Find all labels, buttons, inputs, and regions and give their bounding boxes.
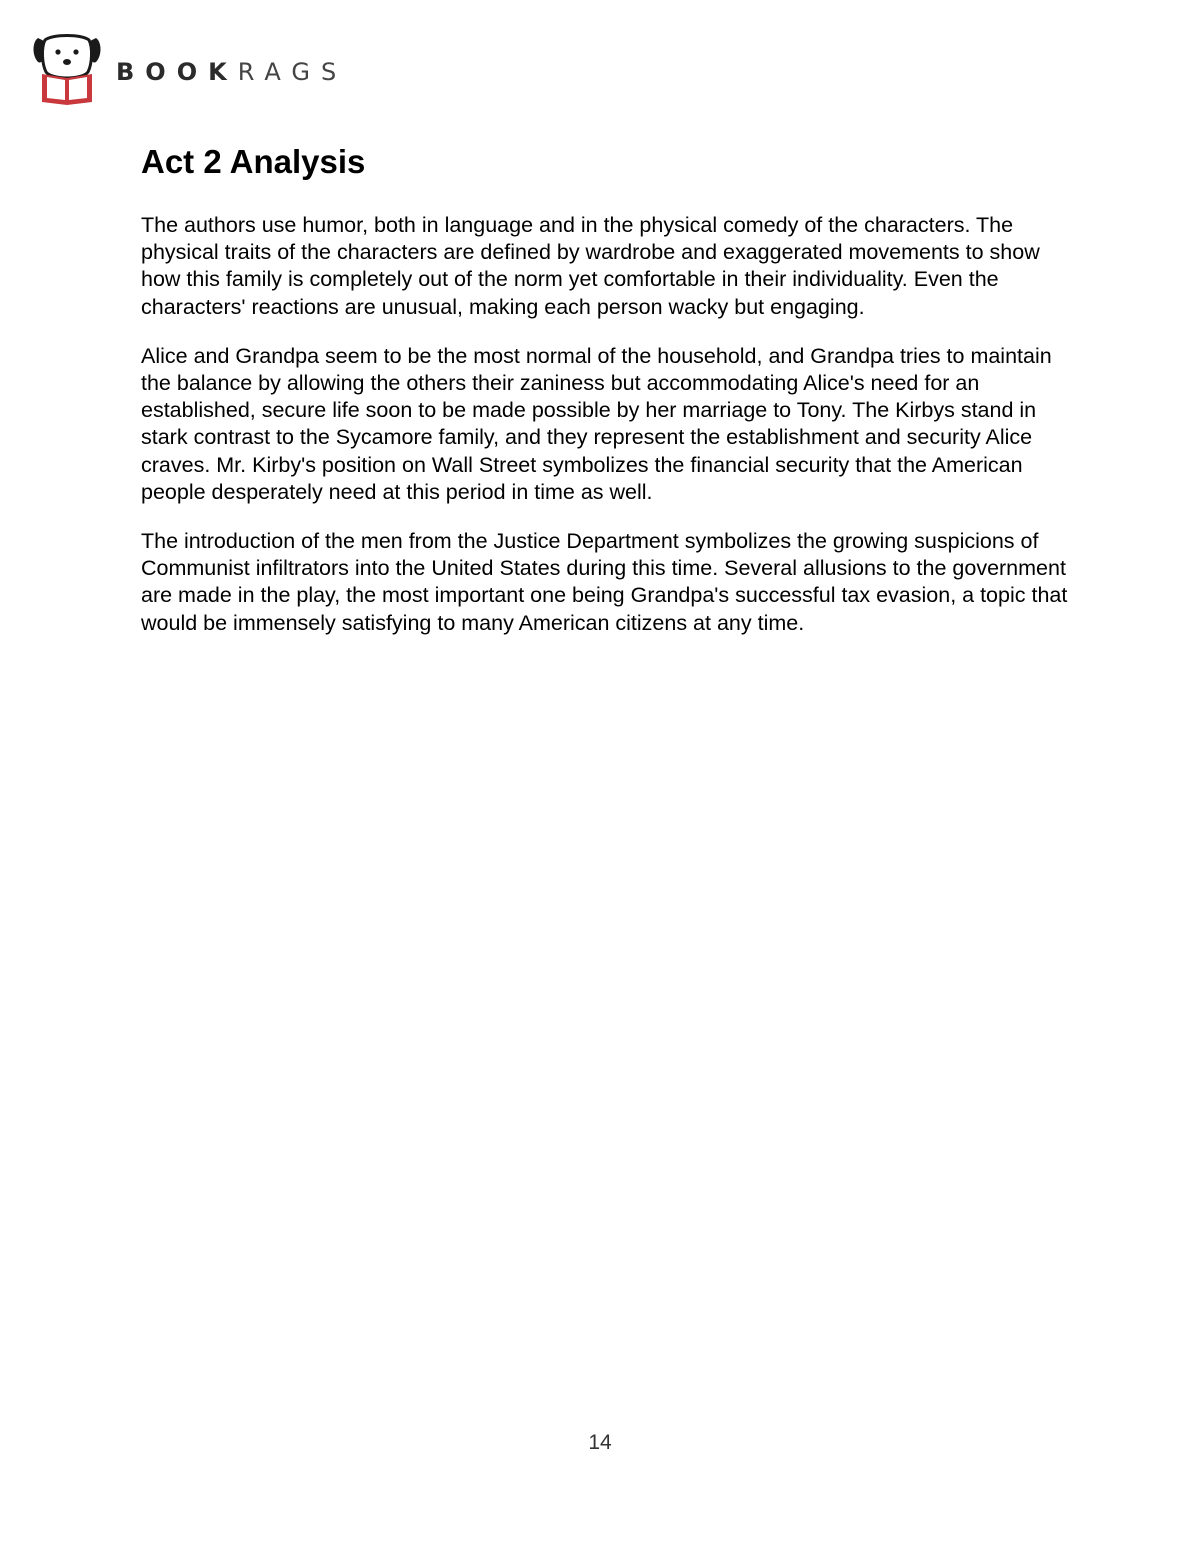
paragraph-2: Alice and Grandpa seem to be the most normal of the household, and Grandpa tries to maintain the balance by allowing the others their zaniness but accommodating Alice's need for an established, secure life soon to be made possible by her marriage to Tony. The Kirbys stand in stark contrast to the Sycamore family, and they represent the establishment and security Alice craves. Mr. Kirby's position on Wall Street symbolizes the financial security that the American people desperately need at this period in time as well.: [141, 343, 1052, 504]
logo-wordmark-light: RAGS: [237, 58, 348, 86]
paragraph-1: The authors use humor, both in language and in the physical comedy of the characters. The physical traits of the characters are defined by wardrobe and exaggerated movements to show how this family is completely out of the norm yet comfortable in their individuality. Even the characters' reactions are unusual, making each person wacky but engaging.: [141, 213, 1040, 319]
page-number: 14: [588, 1431, 612, 1454]
logo-wordmark-bold: BOOK: [116, 58, 238, 86]
paragraph-3: The introduction of the men from the Justice Department symbolizes the growing suspicions of Communist infiltrators into the United States during this time. Several allusions to the government are made in the play, the most important one being Grandpa's successful tax evasion, a topic that would be immensely satisfying to many American citizens at any time.: [141, 529, 1068, 635]
page-title: Act 2 Analysis: [141, 143, 366, 180]
logo-wordmark: [116, 58, 347, 86]
bookrags-logo[interactable]: [32, 34, 347, 106]
dog-reading-book-logo-icon: [32, 34, 102, 106]
document-body: [141, 140, 1071, 659]
